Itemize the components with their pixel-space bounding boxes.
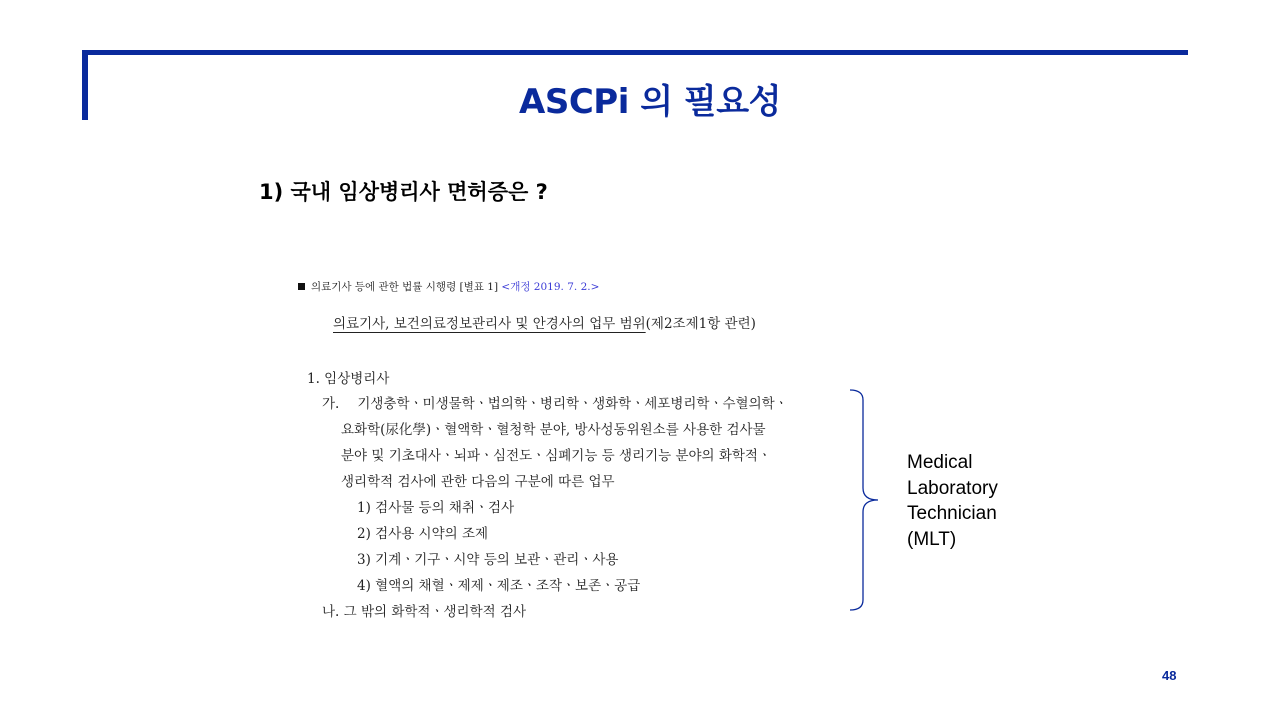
page-number: 48 <box>1162 668 1177 683</box>
sub-item: 1) 검사물 등의 채취ㆍ검사 <box>357 500 515 516</box>
sub-item: 3) 기계ㆍ기구ㆍ시약 등의 보관ㆍ관리ㆍ사용 <box>357 552 619 568</box>
item-a-text-1: 기생충학ㆍ미생물학ㆍ법의학ㆍ병리학ㆍ생화학ㆍ세포병리학ㆍ수혈의학ㆍ <box>357 396 788 412</box>
mlt-line: (MLT) <box>907 528 957 550</box>
item-a-label: 가. <box>322 396 340 412</box>
item-a-text-3: 분야 및 기초대사ㆍ뇌파ㆍ심전도ㆍ심폐기능 등 생리기능 분야의 화학적ㆍ <box>341 448 772 464</box>
statute-heading-suffix: (제2조제1항 관련) <box>645 316 756 332</box>
header-left-rule <box>82 50 88 120</box>
slide-title: ASCPi 의 필요성 <box>519 82 781 122</box>
right-curly-brace-icon <box>848 388 888 612</box>
slide-subtitle: 1) 국내 임상병리사 면허증은 ? <box>259 180 548 204</box>
item-a-line <box>322 392 788 412</box>
sub-item: 2) 검사용 시약의 조제 <box>357 526 489 542</box>
statute-reference <box>298 279 599 294</box>
header-top-rule <box>82 50 1188 55</box>
mlt-line: Technician <box>907 503 997 524</box>
statute-heading-underlined: 의료기사, 보건의료정보관리사 및 안경사의 업무 범위 <box>333 316 646 332</box>
black-square-icon <box>298 283 305 290</box>
item-b: 나. 그 밖의 화학적ㆍ생리학적 검사 <box>322 604 527 620</box>
sub-item: 4) 혈액의 채혈ㆍ제제ㆍ제조ㆍ조작ㆍ보존ㆍ공급 <box>357 578 641 594</box>
revision-date: <개정 2019. 7. 2.> <box>501 281 600 293</box>
mlt-line: Medical <box>907 452 973 473</box>
statute-heading <box>333 312 756 332</box>
statute-excerpt <box>298 272 858 622</box>
item-a-text-4: 생리학적 검사에 관한 다음의 구분에 따른 업무 <box>341 474 615 490</box>
statute-reference-text: 의료기사 등에 관한 법률 시행령 [별표 1] <box>311 281 499 293</box>
mlt-annotation <box>907 450 998 552</box>
item-a-text-2: 요화학(尿化學)ㆍ혈액학ㆍ혈청학 분야, 방사성동위원소를 사용한 검사물 <box>341 422 766 438</box>
section-heading: 1. 임상병리사 <box>307 371 390 387</box>
mlt-line: Laboratory <box>907 477 998 499</box>
